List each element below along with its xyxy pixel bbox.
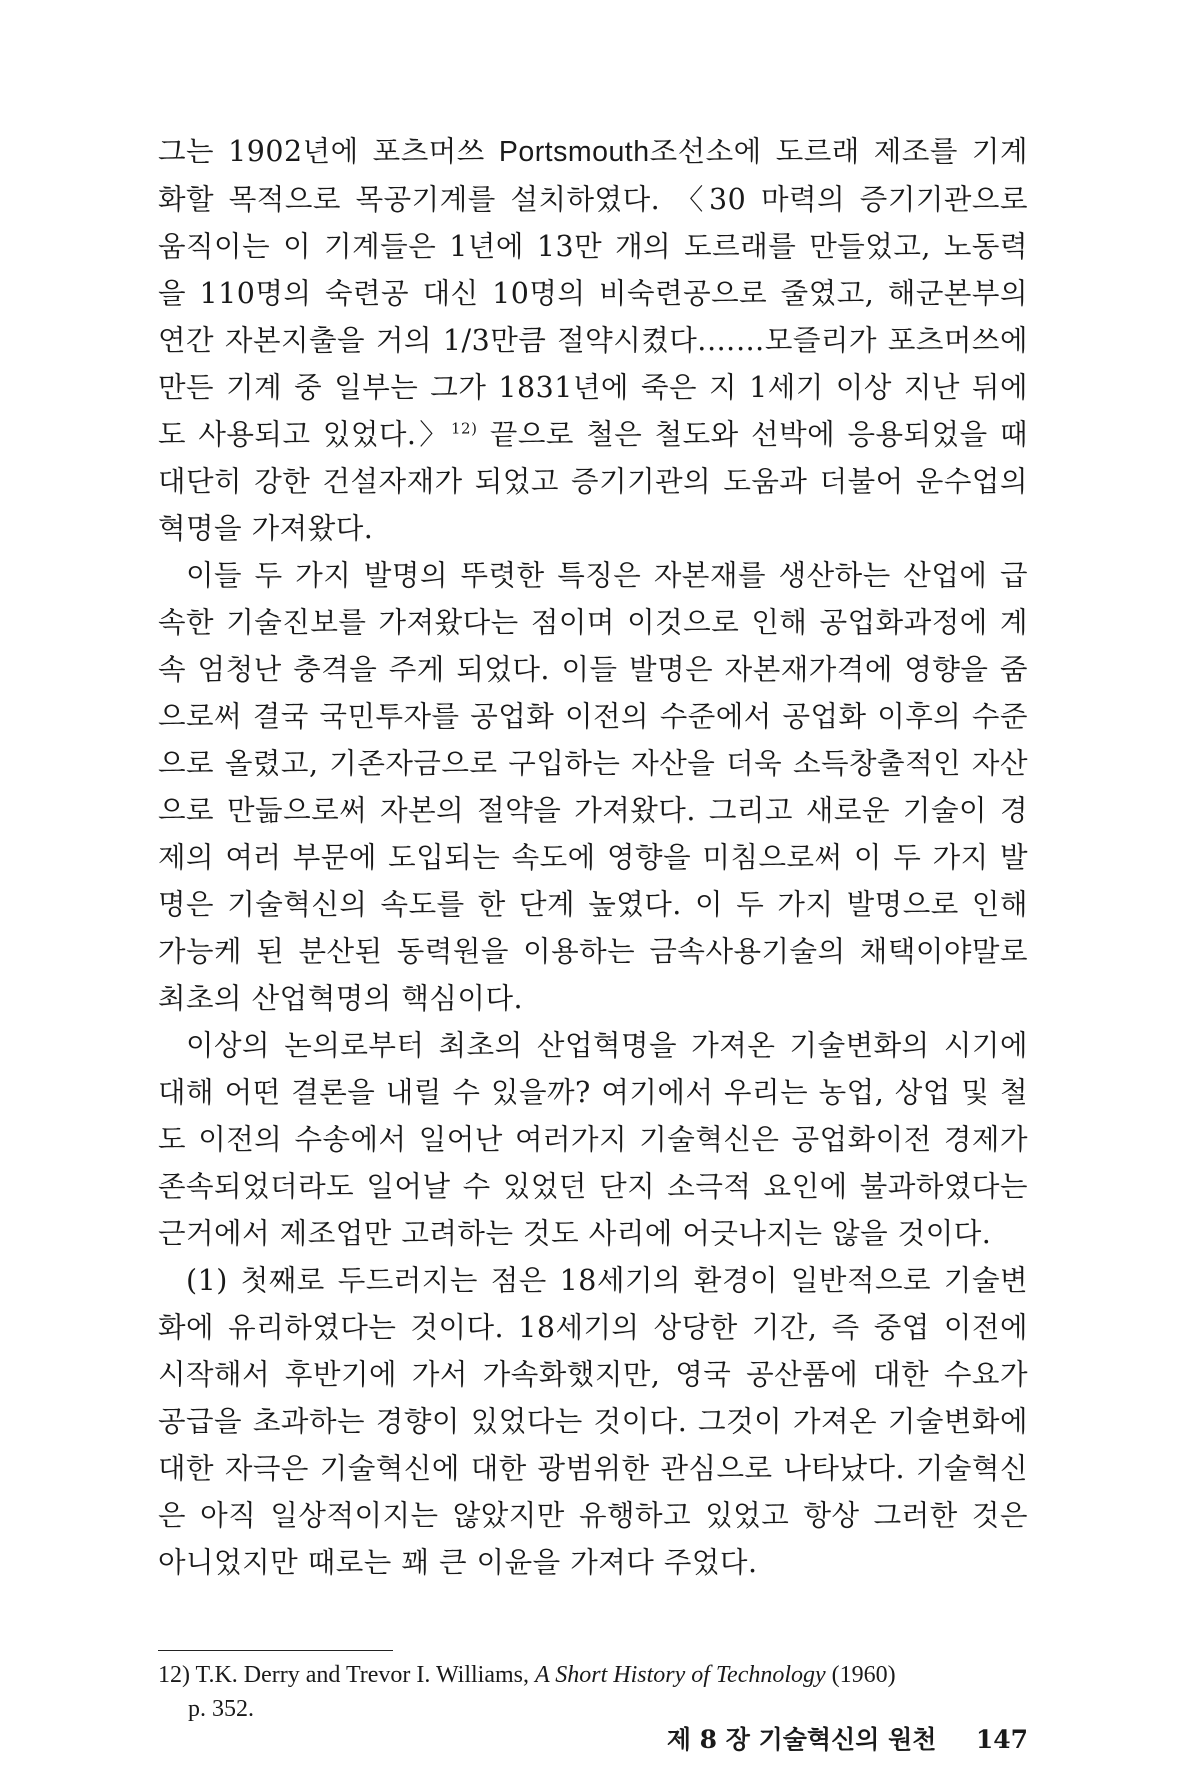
- footnote-citation: 12) T.K. Derry and Trevor I. Williams,: [158, 1662, 535, 1688]
- footnote-marker: 12): [451, 419, 478, 438]
- paragraph: [158, 1022, 1028, 1257]
- page-footer: [667, 1725, 1028, 1755]
- paragraph: [158, 128, 1028, 552]
- paragraph-text: 끝으로 철은 철도와 선박에 응용되었을 때 대단히 강한 건설자재가 되었고 증기기관의 도움과 더불어 운수업의 혁명을 가져왔다.: [158, 418, 1028, 545]
- paragraph-text: Portsmouth: [498, 136, 650, 168]
- footnote-page-ref: p. 352.: [188, 1696, 254, 1722]
- body-text: [158, 128, 1028, 1586]
- footnote-year: (1960): [825, 1662, 896, 1688]
- page-number: 147: [975, 1725, 1028, 1754]
- paragraph-text: 조선소에 도르래 제조를 기계화할 목적으로 목공기계를 설치하였다. 〈30 마력의 증기기관으로 움직이는 이 기계들은 1년에 13만 개의 도르래를 만들었고, 노동력을 110명의 숙련공 대신 10명의 비숙련공으로 줄였고, 해군본부의 연간 자본지출을 거의 1/3만큼 절약시켰다.……모즐리가 포츠머쓰에 만든 기계 중 일부는 그가 1831년에 죽은 지 1세기 이상 지난 뒤에도 사용되고 있었다.〉: [158, 135, 1028, 451]
- paragraph-text: 이상의 논의로부터 최초의 산업혁명을 가져온 기술변화의 시기에 대해 어떤 결론을 내릴 수 있을까? 여기에서 우리는 농업, 상업 및 철도 이전의 수송에서 일어난 여러가지 기술혁신은 공업화이전 경제가 존속되었더라도 일어날 수 있었던 단지 소극적 요인에 불과하였다는 근거에서 제조업만 고려하는 것도 사리에 어긋나지는 않을 것이다.: [158, 1029, 1028, 1250]
- footnote-line-1: [158, 1658, 1028, 1692]
- paragraph: [158, 552, 1028, 1022]
- paragraph-text: 이들 두 가지 발명의 뚜렷한 특징은 자본재를 생산하는 산업에 급속한 기술진보를 가져왔다는 점이며 이것으로 인해 공업화과정에 계속 엄청난 충격을 주게 되었다. 이들 발명은 자본재가격에 영향을 줌으로써 결국 국민투자를 공업화 이전의 수준에서 공업화 이후의 수준으로 올렸고, 기존자금으로 구입하는 자산을 더욱 소득창출적인 자산으로 만듦으로써 자본의 절약을 가져왔다. 그리고 새로운 기술이 경제의 여러 부문에 도입되는 속도에 영향을 미침으로써 이 두 가지 발명은 기술혁신의 속도를 한 단계 높였다. 이 두 가지 발명으로 인해 가능케 된 분산된 동력원을 이용하는 금속사용기술의 채택이야말로 최초의 산업혁명의 핵심이다.: [158, 559, 1028, 1015]
- footnote: [158, 1658, 1028, 1726]
- paragraph-text: (1) 첫째로 두드러지는 점은 18세기의 환경이 일반적으로 기술변화에 유리하였다는 것이다. 18세기의 상당한 기간, 즉 중엽 이전에 시작해서 후반기에 가서 가속화했지만, 영국 공산품에 대한 수요가 공급을 초과하는 경향이 있었다는 것이다. 그것이 가져온 기술변화에 대한 자극은 기술혁신에 대한 광범위한 관심으로 나타났다. 기술혁신은 아직 일상적이지는 않았지만 유행하고 있었고 항상 그러한 것은 아니었지만 때로는 꽤 큰 이윤을 가져다 주었다.: [158, 1264, 1028, 1579]
- footnote-divider: [158, 1650, 393, 1651]
- paragraph-text: 그는 1902년에 포츠머쓰: [158, 135, 499, 168]
- paragraph: [158, 1257, 1028, 1586]
- chapter-title: 제 8 장 기술혁신의 원천: [666, 1725, 937, 1754]
- footnote-book-title: A Short History of Technology: [535, 1662, 826, 1688]
